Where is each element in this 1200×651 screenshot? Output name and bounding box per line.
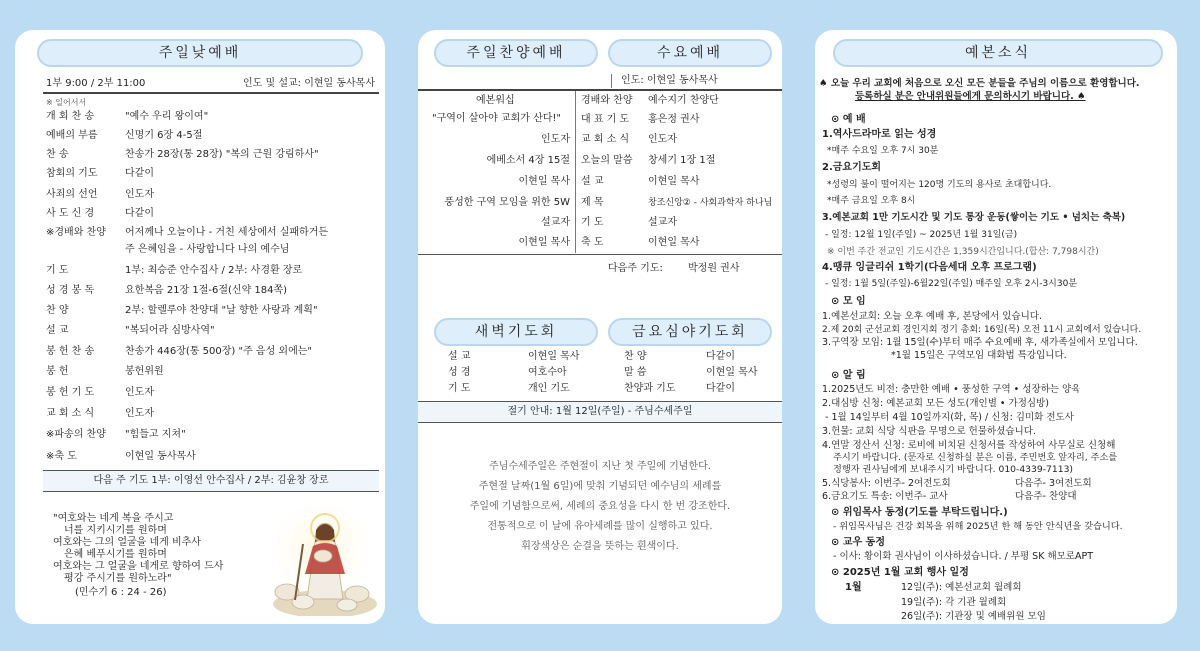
section-pastor: ⊙ 위임목사 동정(기도를 부탁드립니다.) <box>831 507 1008 518</box>
news-detail: - 위임목사님은 건강 회복을 위해 2025년 한 해 동안 안식년을 갖습니다. <box>833 521 1123 532</box>
order-label: ※파송의 찬양 <box>46 429 106 440</box>
row-value: 인도자 <box>648 134 677 145</box>
event-item: 26일(주): 기관장 및 예배위원 모임 <box>901 611 1046 622</box>
list-item: "구역이 살아야 교회가 산다!" <box>432 113 562 124</box>
shepherd-illustration <box>265 504 377 616</box>
order-value: 요한복음 21장 1절-6절(신약 184쪽) <box>125 285 288 296</box>
sunday-praise-title: 주일찬양예배 <box>434 39 598 67</box>
order-label: 찬 양 <box>46 305 69 316</box>
divider <box>418 254 782 255</box>
standing-note: ※ 일어서서 <box>46 98 87 107</box>
verse-line: 평강 주시기를 원하노라" <box>64 573 172 584</box>
order-label: ※경배와 찬양 <box>46 227 106 238</box>
divider <box>418 89 782 91</box>
wednesday-title: 수요예배 <box>608 39 772 67</box>
order-value: 이현일 동사목사 <box>125 451 196 462</box>
news-item-next: 다음주- 3여전도회 <box>1015 478 1092 489</box>
sunday-worship-panel <box>15 30 385 624</box>
row-value: 이현일 목사 <box>706 367 758 378</box>
news-item: 1.예본선교회: 오늘 오후 예배 후, 본당에서 있습니다. <box>822 311 1042 322</box>
news-item-next: 다음주- 찬양대 <box>1015 491 1077 502</box>
order-label: 기 도 <box>46 265 69 276</box>
welcome-line: ♠ 오늘 우리 교회에 처음으로 오신 모든 분들을 주님의 이름으로 환영합니다. <box>819 78 1140 89</box>
next-prayer: 다음 주 기도 1부: 이영선 안수집사 / 2부: 김윤창 장로 <box>93 475 329 486</box>
row-value: 예수지기 찬양단 <box>648 95 719 106</box>
order-value: "예수 우리 왕이여" <box>125 111 209 122</box>
friday-prayer-title: 금요심야기도회 <box>608 318 772 346</box>
news-item: 6.금요기도 특송: 이번주- 교사 <box>822 491 948 502</box>
description-line: 주일에 기념함으로써, 세례의 중요성을 다시 한 번 강조한다. <box>469 501 731 512</box>
news-item: 5.식당봉사: 이번주- 2여전도회 <box>822 478 951 489</box>
order-value: 찬송가 446장(통 500장) "주 음성 외에는" <box>125 346 312 357</box>
order-label: 사죄의 선언 <box>46 189 98 200</box>
row-label: 축 도 <box>581 237 604 248</box>
news-detail: 주시기 바랍니다. (문자로 신청하실 분은 이름, 주민번호 앞자리, 주소를 <box>833 452 1118 463</box>
panel-title: 주일낮예배 <box>37 39 363 67</box>
verse-line: 여호와는 그의 얼굴을 네게 비추사 <box>53 537 201 548</box>
row-label: 말 씀 <box>624 367 647 378</box>
order-value: 인도자 <box>125 387 154 398</box>
row-label: 기 도 <box>581 217 604 228</box>
news-detail: *매주 금요일 오후 8시 <box>827 196 916 206</box>
order-label: 개 회 찬 송 <box>46 111 95 122</box>
section-events: ⊙ 2025년 1월 교회 행사 일정 <box>831 567 969 578</box>
list-item: 풍성한 구역 모임을 위한 5W <box>444 197 570 208</box>
event-item: 19일(주): 각 기관 월례회 <box>901 597 1007 608</box>
order-label: 교 회 소 식 <box>46 408 95 419</box>
row-value: 이현일 목사 <box>648 237 700 248</box>
verse-line: 여호와는 그 얼굴을 네게로 향하여 드사 <box>53 561 224 572</box>
list-item: 이현일 목사 <box>518 176 570 187</box>
order-label: 봉 헌 찬 송 <box>46 346 95 357</box>
news-item: 2.대심방 신청: 예본교회 모든 성도(개인별 • 가정심방) <box>822 398 1049 409</box>
description-line: 주님수세주일은 주현절이 지난 첫 주일에 기념한다. <box>489 461 711 472</box>
row-label: 찬양과 기도 <box>624 383 676 394</box>
panel-title: 예본소식 <box>833 39 1163 67</box>
news-detail: - 일정: 12월 1일(주일) ~ 2025년 1월 31일(금) <box>825 230 1018 240</box>
event-item: 12일(주): 예본선교회 월례회 <box>901 582 1022 593</box>
news-detail: - 이사: 황이화 권사님이 이사하셨습니다. / 부평 SK 해모로APT <box>833 551 1094 562</box>
dawn-prayer-title: 새벽기도회 <box>434 318 598 346</box>
news-item: 4.땡큐 잉글리쉬 1학기(다음세대 오후 프로그램) <box>822 262 1037 273</box>
divider <box>43 491 379 492</box>
news-detail: 정행자 권사님에게 보내주시기 바랍니다. 010-4339-7113) <box>833 464 1073 475</box>
description-line: 주현절 날짜(1월 6일)에 맞춰 기념되던 예수님의 세례를 <box>478 481 722 492</box>
order-label: 사 도 신 경 <box>46 208 95 219</box>
order-value: 신명기 6장 4-5절 <box>125 130 203 141</box>
row-label: 교 회 소 식 <box>581 134 630 145</box>
order-label: ※축 도 <box>46 451 77 462</box>
row-label: 찬 양 <box>624 351 647 362</box>
order-value: 1부: 최승준 안수집사 / 2부: 사경환 장로 <box>125 265 303 276</box>
row-label: 제 목 <box>581 197 604 208</box>
divider <box>575 91 576 253</box>
news-detail: *매주 수요일 오후 7시 30분 <box>827 146 939 156</box>
verse-line: "여호와는 네게 복을 주시고 <box>53 513 174 524</box>
order-label: 봉 헌 <box>46 366 69 377</box>
section-notice: ⊙ 알 림 <box>831 370 866 381</box>
wed-next-prayer-label: 다음주 기도: <box>608 263 663 274</box>
order-value: 인도자 <box>125 408 154 419</box>
description-line: 전통적으로 이 날에 유아세례를 많이 실행하고 있다. <box>487 521 713 532</box>
row-label: 설 교 <box>581 176 604 187</box>
wed-next-prayer-value: 박정원 권사 <box>688 263 740 274</box>
verse-reference: (민수기 6 : 24 - 26) <box>75 587 167 598</box>
order-label: 찬 송 <box>46 149 69 160</box>
service-time: 1부 9:00 / 2부 11:00 <box>46 78 146 89</box>
row-value: 개인 기도 <box>528 383 570 394</box>
news-item: 2.금요기도회 <box>822 162 882 173</box>
news-detail: ※ 이번 주간 전교인 기도시간은 1,359시간입니다.(합산: 7,798시간) <box>827 247 1099 257</box>
row-value: 설교자 <box>648 217 677 228</box>
order-label: 봉 헌 기 도 <box>46 387 95 398</box>
order-label: 설 교 <box>46 325 69 336</box>
description-line: 휘장색상은 순결을 뜻하는 흰색이다. <box>521 541 679 552</box>
row-value: 이현일 목사 <box>648 176 700 187</box>
news-item: 1.2025년도 비전: 충만한 예배 • 풍성한 구역 • 성장하는 양육 <box>822 384 1081 395</box>
list-item: 설교자 <box>541 217 570 228</box>
order-value: "힘들고 지쳐" <box>125 429 186 440</box>
order-value: 주 은혜임을 - 사랑합니다 나의 예수님 <box>125 244 290 255</box>
wednesday-leader: 인도: 이현일 동사목사 <box>621 75 718 86</box>
row-label: 설 교 <box>448 351 471 362</box>
order-value: 찬송가 28장(통 28장) "복의 근원 강림하사" <box>125 149 319 160</box>
order-value: 다같이 <box>125 168 154 179</box>
news-detail: *성령의 불이 떨어지는 120명 기도의 용사로 초대합니다. <box>827 180 1052 190</box>
order-value: 인도자 <box>125 189 154 200</box>
news-detail: - 1월 14일부터 4월 10일까지(화, 목) / 신청: 김미화 전도사 <box>825 412 1074 423</box>
service-leader: 인도 및 설교: 이현일 동사목사 <box>242 78 375 89</box>
news-detail: *1월 15일은 구역모임 대화법 특강입니다. <box>891 350 1067 361</box>
row-label: 경배와 찬양 <box>581 95 633 106</box>
verse-line: 너를 지키시기를 원하며 <box>64 525 167 536</box>
order-value: "복되어라 심방사역" <box>125 325 215 336</box>
row-value: 이현일 목사 <box>528 351 580 362</box>
news-item: 3.예본교회 1만 기도시간 및 기도 통장 운동(쌓이는 기도 • 넘치는 축복) <box>822 212 1126 223</box>
order-value: 2부: 할렐루야 찬양대 "날 향한 사랑과 계획" <box>125 305 318 316</box>
row-value: 창세기 1장 1절 <box>648 155 716 166</box>
order-label: 성 경 봉 독 <box>46 285 95 296</box>
row-value: 여호수아 <box>528 367 567 378</box>
order-label: 예배의 부름 <box>46 130 98 141</box>
church-news-panel <box>815 30 1177 624</box>
section-members: ⊙ 교우 동정 <box>831 537 885 548</box>
section-worship: ⊙ 예 배 <box>831 114 866 125</box>
news-item: 4.연말 정산서 신청: 로비에 비치된 신청서를 작성하여 사무실로 신청해 <box>822 440 1116 451</box>
list-item: 에베소서 4장 15절 <box>486 155 570 166</box>
row-label: 대 표 기 도 <box>581 114 630 125</box>
row-label: 성 경 <box>448 367 471 378</box>
news-item: 2.제 20회 군선교회 경인지회 정기 총회: 16일(목) 오전 11시 교회에서 있습니다. <box>822 325 1142 335</box>
order-value: 봉헌위원 <box>125 366 164 377</box>
news-item: 3.헌물: 교회 식당 식판을 무명으로 헌물하셨습니다. <box>822 426 1036 437</box>
evening-worship-panel <box>418 30 782 624</box>
list-item: 이현일 목사 <box>518 237 570 248</box>
row-value: 창조신앙② - 사회과학자 하나님 <box>648 198 773 208</box>
event-month: 1월 <box>845 582 862 593</box>
welcome-line: 등록하실 분은 안내위원들에게 문의하시기 바랍니다. ♠ <box>855 91 1086 102</box>
row-value: 다같이 <box>706 351 735 362</box>
order-label: 참회의 기도 <box>46 168 98 179</box>
row-label: 기 도 <box>448 383 471 394</box>
news-item: 1.역사드라마로 읽는 성경 <box>822 129 937 140</box>
divider <box>418 422 782 423</box>
row-value: 다같이 <box>706 383 735 394</box>
divider <box>611 74 612 88</box>
list-item: 인도자 <box>541 134 570 145</box>
section-meeting: ⊙ 모 임 <box>831 296 866 307</box>
season-notice: 절기 안내: 1월 12일(주일) - 주님수세주일 <box>507 406 693 417</box>
order-value: 다같이 <box>125 208 154 219</box>
row-value: 홍은정 권사 <box>648 114 700 125</box>
news-detail: - 일정: 1월 5일(주일)-6월22일(주일) 매주일 오후 2시-3시30분 <box>825 279 1078 289</box>
row-label: 오늘의 말씀 <box>581 155 633 166</box>
verse-line: 은혜 베푸시기를 원하며 <box>64 549 167 560</box>
divider <box>43 92 379 94</box>
order-value: 어저께나 오늘이나 - 거친 세상에서 실패하거든 <box>125 227 329 238</box>
list-item: 예본워십 <box>476 95 515 106</box>
news-item: 3.구역장 모임: 1월 15일(수)부터 매주 수요예배 후, 새가족실에서 모입니다. <box>822 337 1138 348</box>
